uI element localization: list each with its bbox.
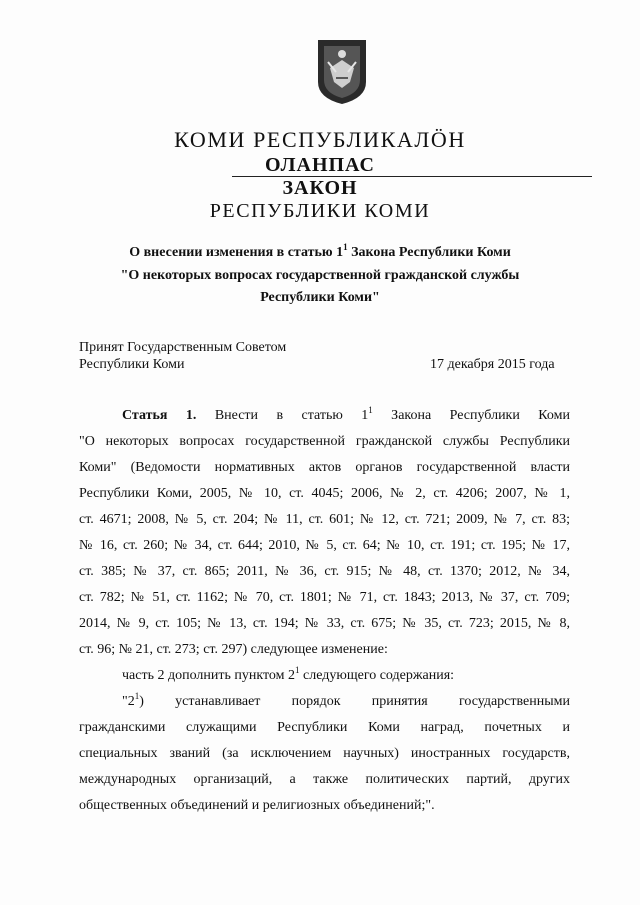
part2-line: часть 2 дополнить пунктом $2^1$ следующего содержания: xyxy=(122,665,455,683)
quote-last-line: общественных объединений и религиозных объединений;". xyxy=(79,798,435,813)
header-republic-ru: РЕСПУБЛИКИ КОМИ xyxy=(209,200,431,222)
law-title-line-2: "О некоторых вопросах государственной гражданской службы xyxy=(120,268,520,283)
article-line: "О некоторых вопросах государственной гражданской службы Республики xyxy=(79,434,570,449)
header-zakon: ЗАКОН xyxy=(282,177,358,199)
quote-line: международных организаций, а также политических партий, других xyxy=(79,772,570,787)
header-republic-komi: КОМИ РЕСПУБЛИКАЛӦН xyxy=(174,127,466,152)
article-line: Коми" (Ведомости нормативных актов органов государственной власти xyxy=(79,460,570,475)
article-line: 2014, № 9, ст. 105; № 13, ст. 194; № 33, ст. 675; № 35, ст. 723; 2015, № 8, xyxy=(79,616,570,631)
law-title-line-1: О внесении изменения в статью $1^1$ Закона Республики Коми xyxy=(129,242,511,260)
adoption-date: 17 декабря 2015 года xyxy=(430,357,555,372)
article-first-line: Статья 1. Внести в статью $1^1$ Закона Республики Коми xyxy=(122,405,571,423)
quote-line: специальных званий (за исключением научных) иностранных государств, xyxy=(79,746,570,761)
adoption-line-1: Принят Государственным Советом xyxy=(79,340,287,355)
coat-of-arms-emblem xyxy=(316,38,368,106)
article-line: ст. 782; № 51, ст. 1162; № 70, ст. 1801; № 71, ст. 1843; 2013, № 37, ст. 709; xyxy=(79,590,570,605)
law-title-line-3: Республики Коми" xyxy=(260,290,380,305)
article-last-line: ст. 96; № 21, ст. 273; ст. 297) следующее изменение: xyxy=(79,642,388,657)
article-line: ст. 4671; 2008, № 5, ст. 204; № 11, ст. 601; № 12, ст. 721; 2009, № 7, ст. 83; xyxy=(79,512,570,527)
adoption-line-2: Республики Коми xyxy=(79,357,185,372)
article-line: № 16, ст. 260; № 34, ст. 644; 2010, № 5, ст. 64; № 10, ст. 191; ст. 195; № 17, xyxy=(79,538,570,553)
header-olanpas: ОЛАНПАС xyxy=(265,154,375,176)
article-line: ст. 385; № 37, ст. 865; 2011, № 36, ст. 915; № 48, ст. 1370; 2012, № 34, xyxy=(79,564,570,579)
quote-first-line: "$2^1$) устанавливает порядок принятия государственными xyxy=(122,691,570,709)
article-line: Республики Коми, 2005, № 10, ст. 4045; 2006, № 2, ст. 4206; 2007, № 1, xyxy=(79,486,570,501)
quote-line: гражданскими служащими Республики Коми наград, почетных и xyxy=(79,720,570,735)
